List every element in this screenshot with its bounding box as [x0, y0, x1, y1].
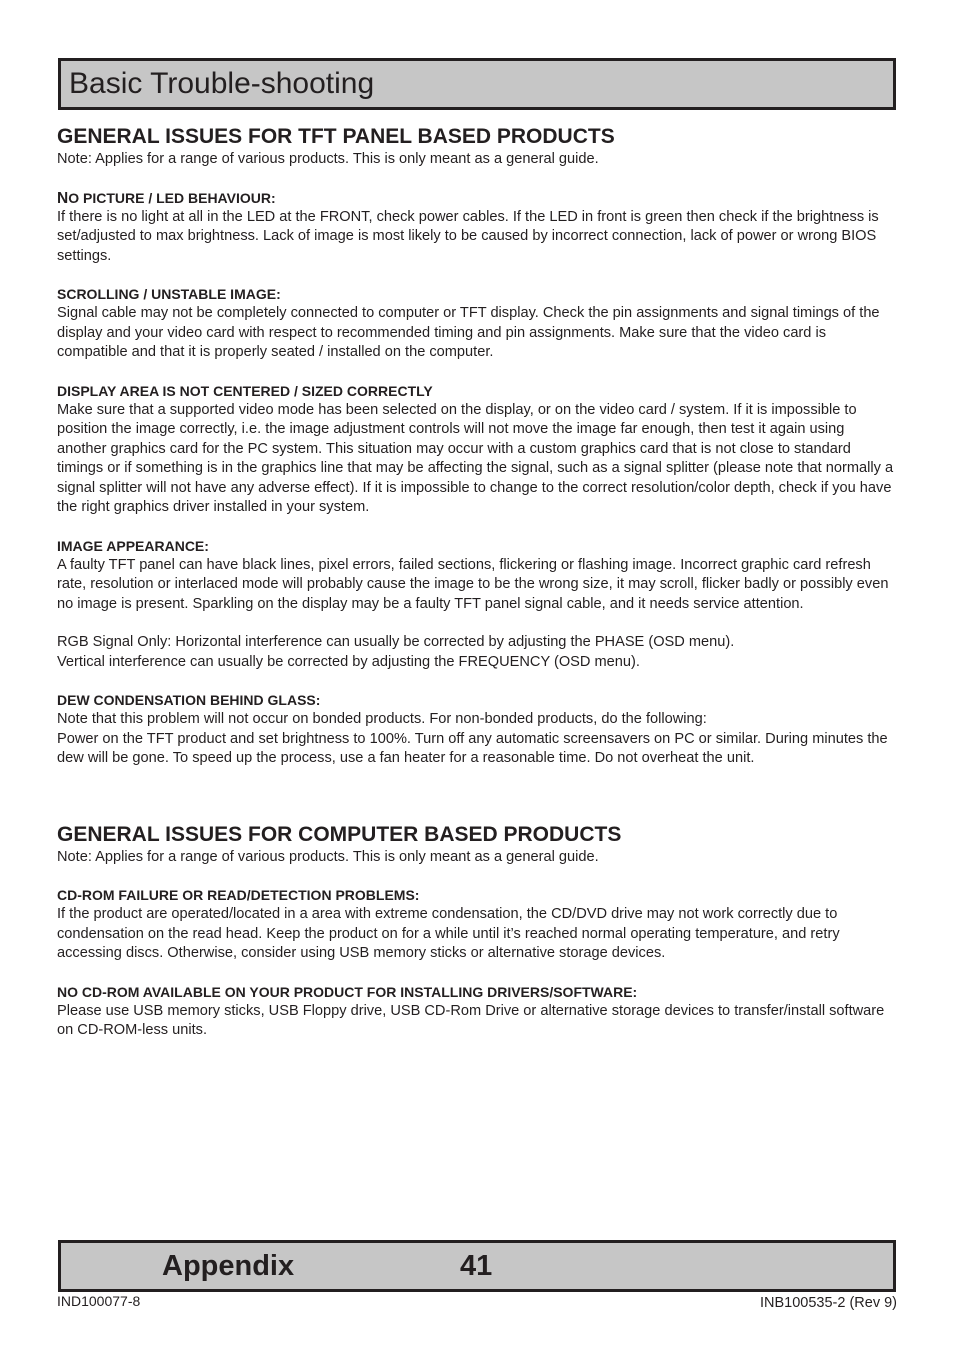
issue-body-2: Power on the TFT product and set brightness to 100%. Turn off any automatic screensavers on PC or similar. During minutes the dew will be gone. To speed up the process, use a fan heater for a reasonable time. Do not overheat the unit. [57, 730, 888, 766]
issue-title: IMAGE APPEARANCE: [57, 537, 209, 554]
section-note: Note: Applies for a range of various products. This is only meant as a general guide. [57, 151, 599, 167]
section-tft [57, 124, 897, 769]
issue-title: CD-ROM FAILURE OR READ/DETECTION PROBLEMS: [57, 887, 420, 903]
issue-title: SCROLLING / UNSTABLE IMAGE: [57, 286, 281, 302]
doc-id-right: INB100535-2 (Rev 9) [759, 1295, 897, 1311]
page-title-bar [58, 58, 896, 110]
issue-body: Signal cable may not be completely connected to computer or TFT display. Check the pin assignments and signal timings of the display and your video card with respect to recommended timing and pin assignments. Make sure that the video card is compatible and that it is properly seated / installed on the computer. [57, 305, 880, 360]
issue-title [57, 189, 897, 208]
main-content [57, 124, 897, 1041]
page-title: Basic Trouble-shooting [69, 67, 375, 100]
issue-display-area [57, 382, 897, 518]
issue-title: DEW CONDENSATION BEHIND GLASS: [57, 692, 321, 708]
footer-bar [58, 1240, 896, 1292]
issue-extra-vertical: Vertical interference can usually be corrected by adjusting the FREQUENCY (OSD menu). [57, 653, 640, 670]
issue-cdrom-failure [57, 886, 897, 964]
section-note: Note: Applies for a range of various products. This is only meant as a general guide. [57, 848, 599, 865]
issue-scrolling [57, 285, 897, 363]
issue-body: A faulty TFT panel can have black lines, pixel errors, failed sections, flickering or flashing image. Incorrect graphic card refresh rate, resolution or interlaced mode will probably cause the image to be the wrong size, it may scroll, flicker badly or possibly even no image is present. Sparkling on the display may be a faulty TFT panel signal cable, and it needs service attention. [57, 556, 889, 612]
doc-id-left: IND100077-8 [57, 1293, 141, 1309]
issue-no-picture [57, 189, 897, 267]
issue-body: If there is no light at all in the LED at the FRONT, check power cables. If the LED in front is green then check if the brightness is set/adjusted to max brightness. Lack of image is most likely to be caused by incorrect connection, lack of power or wrong BIOS settings. [57, 208, 879, 264]
issue-title: NO CD-ROM AVAILABLE ON YOUR PRODUCT FOR INSTALLING DRIVERS/SOFTWARE: [57, 983, 638, 1000]
issue-body: Note that this problem will not occur on bonded products. For non-bonded products, do the following: [57, 711, 707, 727]
issue-body: Make sure that a supported video mode has been selected on the display, or on the video card / system. If it is impossible to position the image correctly, i.e. the image adjustment controls will not move the image far enough, then test it again using another graphics card for the PC system. This situation may occur with a custom graphics card that is not close to standard timings or if something is in the graphics line that may be affecting the signal, such as a signal splitter (please note that normally a signal splitter will not have any adverse effect). If it is impossible to change to the correct resolution/color depth, check if you have the right graphics driver installed in your system. [57, 401, 894, 515]
section-heading: GENERAL ISSUES FOR COMPUTER BASED PRODUCTS [57, 822, 622, 846]
issue-body: If the product are operated/located in a area with extreme condensation, the CD/DVD drive may not work correctly due to condensation on the read head. Keep the product on for a while until it’s reached normal operating temperature, and retry accessing discs. Otherwise, consider using USB memory sticks or alternative storage devices. [57, 906, 840, 961]
issue-title-initial: N [57, 189, 69, 207]
footer-label: Appendix [162, 1250, 295, 1282]
issue-image-appearance [57, 537, 897, 673]
issue-extra-rgb: RGB Signal Only: Horizontal interference can usually be corrected by adjusting the PHASE (OSD menu). [57, 634, 735, 650]
page-number: 41 [460, 1250, 493, 1282]
issue-title: DISPLAY AREA IS NOT CENTERED / SIZED CORRECTLY [57, 382, 433, 399]
issue-body: Please use USB memory sticks, USB Floppy drive, USB CD-Rom Drive or alternative storage devices to transfer/install software on CD-ROM-less units. [57, 1002, 885, 1038]
section-heading: GENERAL ISSUES FOR TFT PANEL BASED PRODUCTS [57, 125, 615, 148]
issue-dew-condensation [57, 691, 897, 769]
section-computer [57, 822, 897, 1041]
issue-title-rest: O PICTURE / LED BEHAVIOUR: [68, 189, 276, 206]
issue-no-cdrom [57, 983, 897, 1041]
